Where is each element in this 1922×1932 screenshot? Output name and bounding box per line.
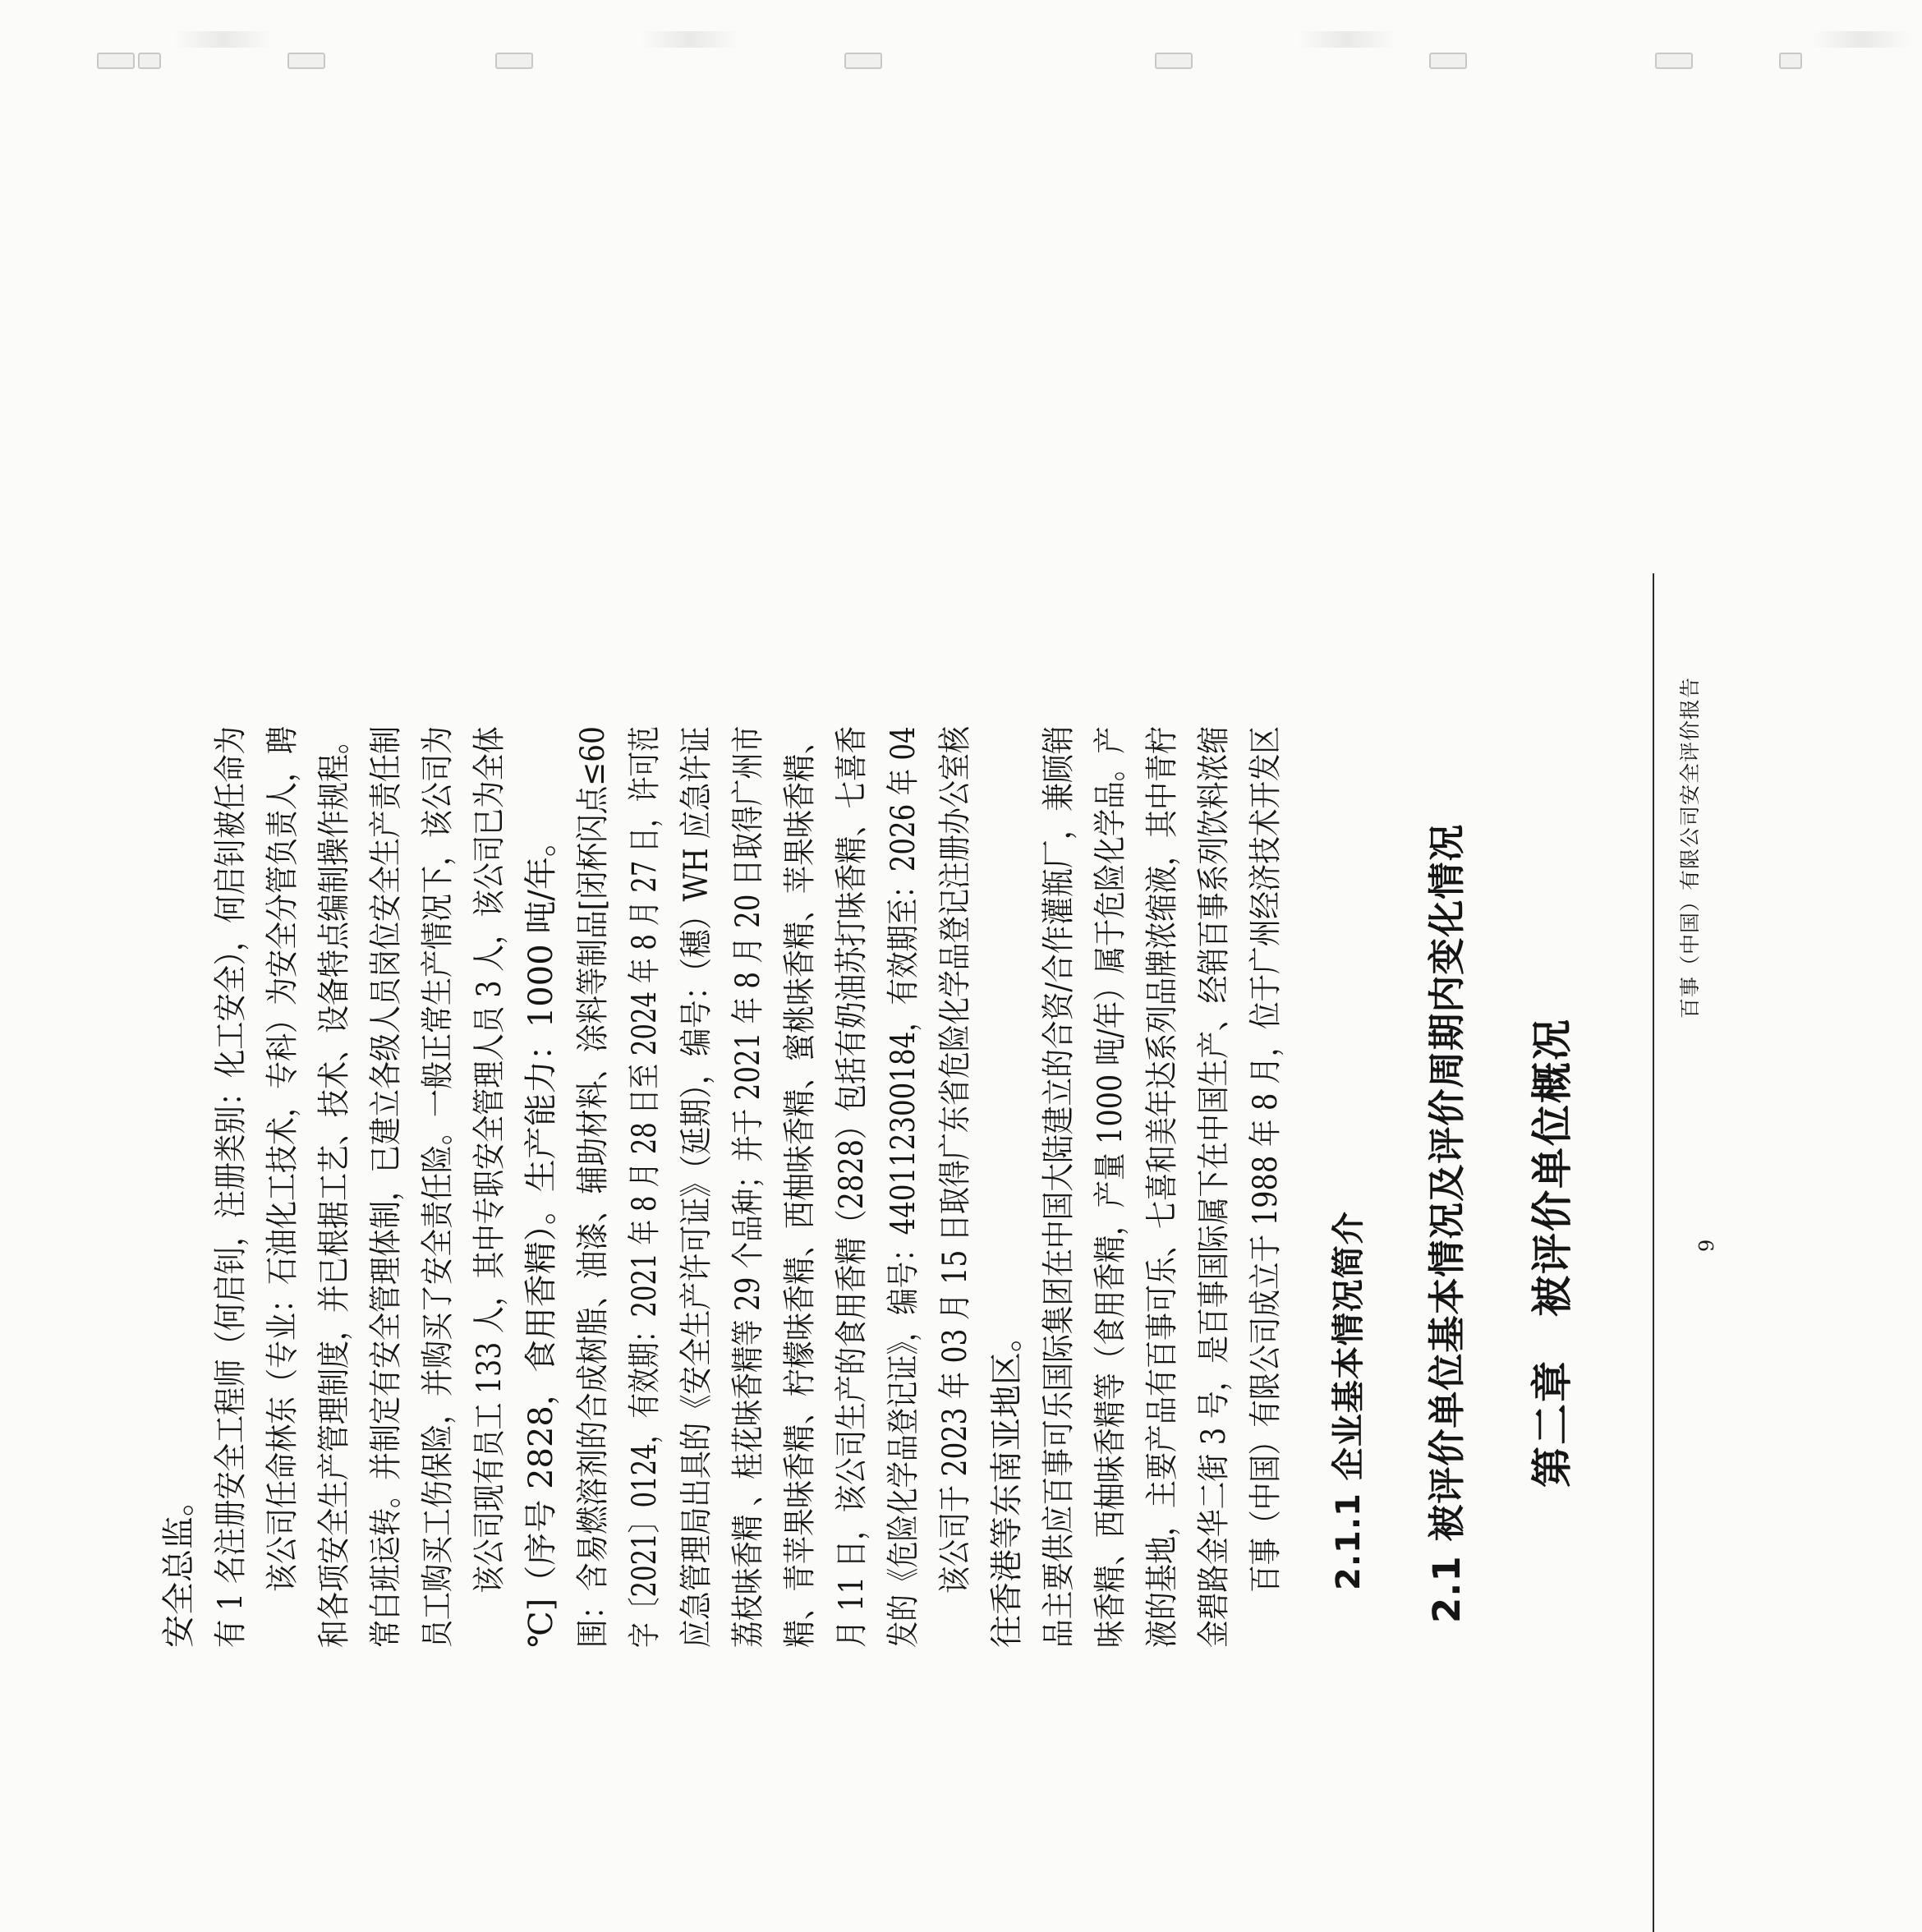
- body-line: 安全总监。: [160, 1484, 198, 1648]
- body-line: 字〔2021〕0124，有效期：2021 年 8 月 28 日至 2024 年 8 月 27 日，许可范: [626, 726, 664, 1648]
- body-line: 该公司现有员工 133 人，其中专职安全管理人员 3 人，该公司已为全体: [471, 726, 508, 1648]
- body-line: 常白班运转。并制定有安全管理体制，已建立各级人员岗位安全生产责任制: [367, 726, 405, 1648]
- punch-hole: [1779, 53, 1802, 69]
- punch-hole: [97, 53, 135, 69]
- running-header: 百事（中国）有限公司安全评价报告: [1678, 677, 1702, 1019]
- punch-hole: [1655, 53, 1693, 69]
- body-line: 味香精、西柚味香精等（食用香精，产量 1000 吨/年）属于危险化学品。产: [1092, 726, 1129, 1648]
- scan-smudge: [174, 31, 273, 48]
- punch-hole: [844, 53, 882, 69]
- chapter-title: 第二章 被评价单位概况: [1529, 1018, 1576, 1488]
- body-line: 和各项安全生产管理制度，并已根据工艺、技术、设备特点编制操作规程。: [315, 726, 353, 1648]
- body-line: 围：含易燃溶剂的合成树脂、油漆、辅助材料、涂料等制品[闭杯闪点≤60: [574, 725, 612, 1648]
- punch-hole: [287, 53, 325, 69]
- page-number: 9: [1695, 1239, 1718, 1252]
- body-line: 品主要供应百事可乐国际集团在中国大陆建立的合资/合作灌瓶厂，兼顾销: [1040, 725, 1078, 1648]
- scan-smudge: [641, 31, 739, 48]
- punch-hole: [1155, 53, 1193, 69]
- body-line: 液的基地，主要产品有百事可乐、七喜和美年达系列品牌浓缩液，其中青柠: [1143, 726, 1181, 1648]
- body-line: 百事（中国）有限公司成立于 1988 年 8 月，位于广州经济技术开发区: [1247, 725, 1285, 1648]
- subsection-title: 2.1.1 企业基本情况简介: [1330, 1211, 1368, 1590]
- body-line: 发的《危险化学品登记证》，编号：440112300184，有效期至：2026 年 04: [885, 726, 922, 1648]
- body-line: 员工购买工伤保险，并购买了安全责任险。一般正常生产情况下，该公司为: [419, 726, 457, 1648]
- punch-hole: [138, 53, 161, 69]
- body-line: 该公司于 2023 年 03 月 15 日取得广东省危险化学品登记注册办公室核: [936, 726, 974, 1648]
- body-line: 金碧路金华二街 3 号，是百事国际属下在中国生产、经销百事系列饮料浓缩: [1195, 726, 1233, 1648]
- body-line: 月 11 日，该公司生产的食用香精（2828）包括有奶油苏打味香精、七喜香: [833, 725, 871, 1648]
- body-line: 应急管理局出具的《安全生产许可证》（延期），编号：（穗）WH 应急许证: [678, 726, 715, 1648]
- body-line: 荔枝味香精 、桂花味香精等 29 个品种；并于 2021 年 8 月 20 日取得广州市: [729, 725, 767, 1648]
- punch-hole: [1429, 53, 1467, 69]
- scan-smudge: [1298, 31, 1396, 48]
- punch-hole: [495, 53, 533, 69]
- scan-smudge: [1812, 31, 1911, 48]
- body-line: 精、青苹果味香精、柠檬味香精、西柚味香精、蜜桃味香精、苹果味香精、: [781, 726, 819, 1648]
- body-line: 有 1 名注册安全工程师（何启钊，注册类别：化工安全），何启钊被任命为: [212, 726, 250, 1648]
- header-rule: [1653, 573, 1654, 1932]
- section-title: 2.1 被评价单位基本情况及评价周期内变化情况: [1425, 823, 1469, 1623]
- scan-punch-marks: [0, 31, 1922, 64]
- body-line: 该公司任命林东（专业：石油化工技术，专科）为安全分管负责人，聘: [264, 726, 301, 1648]
- body-line: ℃]（序号 2828，食用香精）。生产能力：1000 吨/年。: [522, 824, 560, 1648]
- rotated-report-page: [160, 573, 1791, 1932]
- body-line: 往香港等东南亚地区。: [988, 1319, 1026, 1648]
